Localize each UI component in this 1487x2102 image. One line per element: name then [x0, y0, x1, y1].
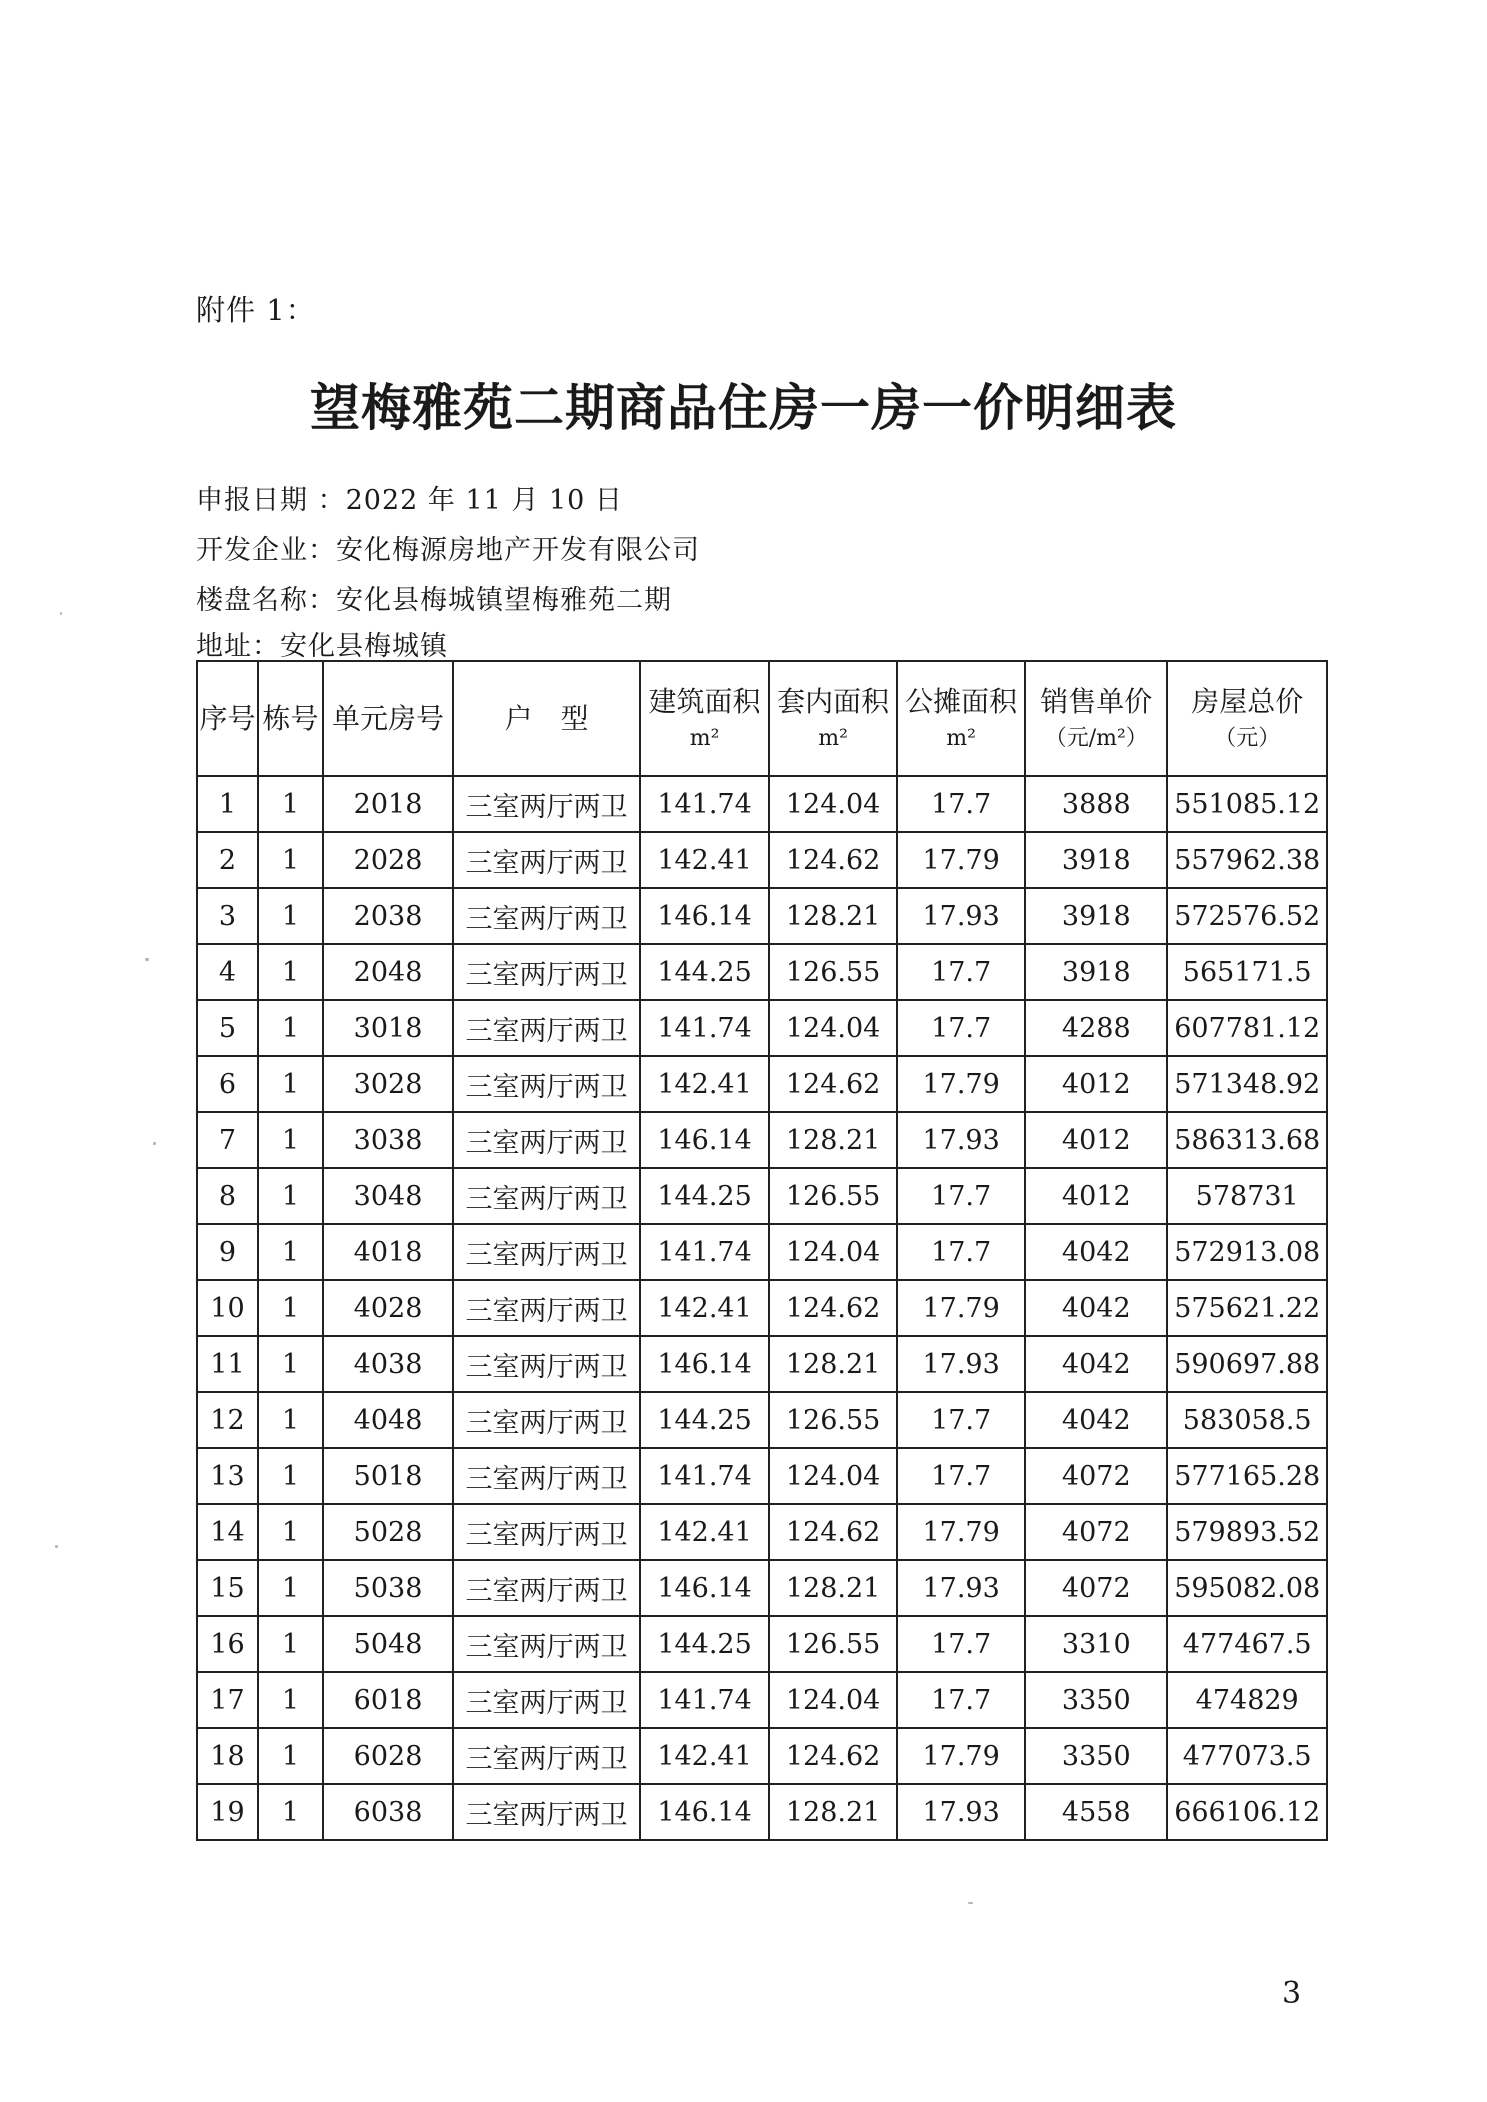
- table-cell: 4048: [323, 1392, 453, 1448]
- table-cell: 124.04: [769, 1224, 897, 1280]
- table-cell: 144.25: [640, 1392, 769, 1448]
- column-header: [1025, 661, 1167, 776]
- table-cell: 4042: [1025, 1336, 1167, 1392]
- table-row: [197, 1056, 1327, 1112]
- table-cell: 3038: [323, 1112, 453, 1168]
- table-cell: 17.7: [897, 1392, 1025, 1448]
- table-cell: 3310: [1025, 1616, 1167, 1672]
- table-row: [197, 832, 1327, 888]
- table-cell: 17.93: [897, 1112, 1025, 1168]
- table-cell: 1: [258, 1168, 323, 1224]
- table-cell: 590697.88: [1167, 1336, 1327, 1392]
- table-cell: 1: [258, 1560, 323, 1616]
- table-cell: 4012: [1025, 1112, 1167, 1168]
- table-cell: 6038: [323, 1784, 453, 1840]
- table-cell: 三室两厅两卫: [453, 1448, 640, 1504]
- table-cell: 6018: [323, 1672, 453, 1728]
- table-cell: 三室两厅两卫: [453, 1560, 640, 1616]
- table-cell: 128.21: [769, 1336, 897, 1392]
- table-cell: 142.41: [640, 832, 769, 888]
- table-cell: 128.21: [769, 1112, 897, 1168]
- table-cell: 126.55: [769, 1616, 897, 1672]
- table-cell: 4012: [1025, 1056, 1167, 1112]
- table-cell: 1: [258, 1056, 323, 1112]
- table-cell: 128.21: [769, 1560, 897, 1616]
- table-cell: 128.21: [769, 888, 897, 944]
- table-cell: 三室两厅两卫: [453, 1728, 640, 1784]
- table-cell: 6: [197, 1056, 258, 1112]
- table-cell: 141.74: [640, 776, 769, 832]
- column-header-label: 房屋总价: [1191, 685, 1304, 719]
- table-cell: 17: [197, 1672, 258, 1728]
- table-cell: 2028: [323, 832, 453, 888]
- table-cell: 17.93: [897, 888, 1025, 944]
- declaration-date-label: 申报日期 ：: [196, 485, 346, 516]
- table-cell: 5038: [323, 1560, 453, 1616]
- table-row: [197, 1728, 1327, 1784]
- table-cell: 142.41: [640, 1056, 769, 1112]
- declaration-date-value: 2022 年 11 月 10 日: [345, 485, 623, 516]
- column-header-label: 公摊面积: [905, 685, 1018, 719]
- column-header-label: 栋号: [262, 702, 319, 735]
- table-cell: 1: [258, 1336, 323, 1392]
- table-cell: 1: [258, 1672, 323, 1728]
- table-cell: 3: [197, 888, 258, 944]
- table-cell: 17.7: [897, 1168, 1025, 1224]
- declaration-date: [196, 478, 623, 517]
- table-cell: 三室两厅两卫: [453, 1672, 640, 1728]
- column-header: [258, 661, 323, 776]
- project-name: [196, 578, 672, 617]
- column-header-label: 单元房号: [332, 702, 445, 735]
- table-cell: 4042: [1025, 1224, 1167, 1280]
- table-cell: 17.7: [897, 1224, 1025, 1280]
- table-cell: 17.7: [897, 776, 1025, 832]
- table-cell: 5028: [323, 1504, 453, 1560]
- table-cell: 4028: [323, 1280, 453, 1336]
- table-cell: 10: [197, 1280, 258, 1336]
- table-cell: 586313.68: [1167, 1112, 1327, 1168]
- table-cell: 477073.5: [1167, 1728, 1327, 1784]
- table-cell: 4072: [1025, 1448, 1167, 1504]
- table-cell: 三室两厅两卫: [453, 1392, 640, 1448]
- table-cell: 12: [197, 1392, 258, 1448]
- table-cell: 17.79: [897, 1280, 1025, 1336]
- column-header: [1167, 661, 1327, 776]
- table-cell: 3350: [1025, 1728, 1167, 1784]
- table-cell: 571348.92: [1167, 1056, 1327, 1112]
- table-cell: 124.62: [769, 1728, 897, 1784]
- table-cell: 1: [258, 1784, 323, 1840]
- table-row: [197, 1280, 1327, 1336]
- table-row: [197, 1560, 1327, 1616]
- developer-label: 开发企业：: [196, 535, 336, 566]
- table-cell: 124.04: [769, 1448, 897, 1504]
- table-row: [197, 1784, 1327, 1840]
- table-cell: 15: [197, 1560, 258, 1616]
- table-cell: 144.25: [640, 1168, 769, 1224]
- table-cell: 三室两厅两卫: [453, 1336, 640, 1392]
- table-cell: 142.41: [640, 1728, 769, 1784]
- table-cell: 13: [197, 1448, 258, 1504]
- table-cell: 124.04: [769, 1000, 897, 1056]
- table-cell: 142.41: [640, 1280, 769, 1336]
- table-row: [197, 1168, 1327, 1224]
- column-header-label: 建筑面积: [648, 685, 761, 719]
- table-row: [197, 1392, 1327, 1448]
- table-cell: 17.7: [897, 1448, 1025, 1504]
- table-cell: 146.14: [640, 1112, 769, 1168]
- table-cell: 124.04: [769, 776, 897, 832]
- column-header-unit: m²: [689, 726, 720, 752]
- table-cell: 141.74: [640, 1224, 769, 1280]
- column-header-unit: m²: [946, 726, 976, 752]
- table-cell: 146.14: [640, 1336, 769, 1392]
- table-row: [197, 1224, 1327, 1280]
- table-cell: 2048: [323, 944, 453, 1000]
- table-cell: 607781.12: [1167, 1000, 1327, 1056]
- table-cell: 三室两厅两卫: [453, 1280, 640, 1336]
- column-header-unit: （元/m²）: [1044, 726, 1148, 752]
- table-cell: 三室两厅两卫: [453, 776, 640, 832]
- table-cell: 4018: [323, 1224, 453, 1280]
- table-cell: 1: [258, 1504, 323, 1560]
- table-cell: 144.25: [640, 944, 769, 1000]
- table-cell: 三室两厅两卫: [453, 832, 640, 888]
- table-cell: 144.25: [640, 1616, 769, 1672]
- table-cell: 1: [258, 1392, 323, 1448]
- table-cell: 141.74: [640, 1000, 769, 1056]
- table-cell: 17.7: [897, 1000, 1025, 1056]
- table-cell: 124.62: [769, 1280, 897, 1336]
- table-row: [197, 888, 1327, 944]
- column-header-label: 序号: [199, 702, 256, 735]
- table-cell: 124.62: [769, 1056, 897, 1112]
- table-row: [197, 1000, 1327, 1056]
- attachment-label: 附件 1：: [196, 293, 316, 327]
- column-header-label: 户 型: [504, 702, 589, 735]
- table-cell: 三室两厅两卫: [453, 1112, 640, 1168]
- table-row: [197, 1112, 1327, 1168]
- column-header-label: 套内面积: [777, 685, 890, 719]
- table-cell: 583058.5: [1167, 1392, 1327, 1448]
- table-cell: 557962.38: [1167, 832, 1327, 888]
- column-header: [640, 661, 769, 776]
- table-cell: 4012: [1025, 1168, 1167, 1224]
- table-cell: 17.79: [897, 1056, 1025, 1112]
- table-cell: 1: [258, 944, 323, 1000]
- table-cell: 9: [197, 1224, 258, 1280]
- table-cell: 17.79: [897, 832, 1025, 888]
- project-name-label: 楼盘名称：: [196, 585, 336, 616]
- column-header-unit: （元）: [1214, 726, 1281, 752]
- table-cell: 三室两厅两卫: [453, 1224, 640, 1280]
- table-cell: 三室两厅两卫: [453, 1000, 640, 1056]
- address-value: 安化县梅城镇: [280, 631, 448, 662]
- table-row: [197, 1336, 1327, 1392]
- scan-speck: [55, 1545, 58, 1548]
- table-row: [197, 944, 1327, 1000]
- table-cell: 三室两厅两卫: [453, 1056, 640, 1112]
- table-cell: 575621.22: [1167, 1280, 1327, 1336]
- table-cell: 142.41: [640, 1504, 769, 1560]
- table-cell: 141.74: [640, 1672, 769, 1728]
- table-cell: 126.55: [769, 944, 897, 1000]
- column-header: [323, 661, 453, 776]
- table-cell: 4558: [1025, 1784, 1167, 1840]
- table-cell: 4042: [1025, 1280, 1167, 1336]
- project-name-value: 安化县梅城镇望梅雅苑二期: [336, 585, 672, 616]
- table-cell: 1: [197, 776, 258, 832]
- column-header-label: 销售单价: [1040, 685, 1153, 719]
- table-cell: 1: [258, 888, 323, 944]
- page-title: 望梅雅苑二期商品住房一房一价明细表: [310, 379, 1177, 437]
- table-cell: 17.79: [897, 1728, 1025, 1784]
- table-cell: 126.55: [769, 1392, 897, 1448]
- table-cell: 14: [197, 1504, 258, 1560]
- table-row: [197, 1448, 1327, 1504]
- address: [196, 624, 448, 663]
- table-cell: 1: [258, 776, 323, 832]
- table-cell: 19: [197, 1784, 258, 1840]
- table-cell: 477467.5: [1167, 1616, 1327, 1672]
- page-number: 3: [1282, 1976, 1302, 2011]
- table-cell: 3918: [1025, 832, 1167, 888]
- table-cell: 577165.28: [1167, 1448, 1327, 1504]
- table-cell: 1: [258, 1616, 323, 1672]
- table-header-row: [197, 661, 1327, 776]
- price-table: [196, 660, 1328, 1841]
- table-cell: 17.93: [897, 1784, 1025, 1840]
- column-header-unit: m²: [818, 726, 848, 752]
- table-cell: 3918: [1025, 944, 1167, 1000]
- table-cell: 474829: [1167, 1672, 1327, 1728]
- table-cell: 17.7: [897, 944, 1025, 1000]
- table-cell: 3888: [1025, 776, 1167, 832]
- address-label: 地址：: [196, 631, 280, 662]
- table-cell: 572913.08: [1167, 1224, 1327, 1280]
- table-cell: 3350: [1025, 1672, 1167, 1728]
- table-cell: 17.79: [897, 1504, 1025, 1560]
- table-row: [197, 776, 1327, 832]
- table-cell: 6028: [323, 1728, 453, 1784]
- table-cell: 3918: [1025, 888, 1167, 944]
- table-cell: 578731: [1167, 1168, 1327, 1224]
- table-cell: 4072: [1025, 1504, 1167, 1560]
- column-header: [453, 661, 640, 776]
- scan-speck: [60, 612, 62, 615]
- table-cell: 4042: [1025, 1392, 1167, 1448]
- table-cell: 5048: [323, 1616, 453, 1672]
- table-row: [197, 1616, 1327, 1672]
- table-cell: 三室两厅两卫: [453, 1504, 640, 1560]
- table-cell: 128.21: [769, 1784, 897, 1840]
- table-cell: 1: [258, 1224, 323, 1280]
- table-cell: 1: [258, 1448, 323, 1504]
- table-cell: 141.74: [640, 1448, 769, 1504]
- developer: [196, 528, 700, 567]
- table-cell: 三室两厅两卫: [453, 888, 640, 944]
- table-cell: 5: [197, 1000, 258, 1056]
- table-cell: 2038: [323, 888, 453, 944]
- table-cell: 4072: [1025, 1560, 1167, 1616]
- table-cell: 4038: [323, 1336, 453, 1392]
- column-header: [769, 661, 897, 776]
- table-cell: 1: [258, 832, 323, 888]
- table-cell: 666106.12: [1167, 1784, 1327, 1840]
- table-row: [197, 1672, 1327, 1728]
- table-cell: 8: [197, 1168, 258, 1224]
- table-cell: 4: [197, 944, 258, 1000]
- table-cell: 三室两厅两卫: [453, 1784, 640, 1840]
- table-cell: 595082.08: [1167, 1560, 1327, 1616]
- table-cell: 1: [258, 1280, 323, 1336]
- table-cell: 146.14: [640, 888, 769, 944]
- table-cell: 579893.52: [1167, 1504, 1327, 1560]
- scan-speck: [968, 1902, 973, 1904]
- table-cell: 2: [197, 832, 258, 888]
- table-row: [197, 1504, 1327, 1560]
- table-cell: 3028: [323, 1056, 453, 1112]
- table-cell: 124.04: [769, 1672, 897, 1728]
- table-cell: 17.7: [897, 1616, 1025, 1672]
- table-cell: 146.14: [640, 1560, 769, 1616]
- table-cell: 3048: [323, 1168, 453, 1224]
- table-cell: 1: [258, 1000, 323, 1056]
- table-cell: 3018: [323, 1000, 453, 1056]
- table-cell: 18: [197, 1728, 258, 1784]
- column-header: [197, 661, 258, 776]
- table-cell: 551085.12: [1167, 776, 1327, 832]
- table-cell: 1: [258, 1112, 323, 1168]
- table-cell: 三室两厅两卫: [453, 1616, 640, 1672]
- table-cell: 124.62: [769, 1504, 897, 1560]
- table-body: [197, 776, 1327, 1840]
- table-cell: 17.7: [897, 1672, 1025, 1728]
- table-cell: 5018: [323, 1448, 453, 1504]
- scan-speck: [153, 1142, 156, 1145]
- scan-speck: [145, 958, 149, 961]
- table-cell: 146.14: [640, 1784, 769, 1840]
- table-cell: 124.62: [769, 832, 897, 888]
- table-cell: 2018: [323, 776, 453, 832]
- table-cell: 16: [197, 1616, 258, 1672]
- table-cell: 7: [197, 1112, 258, 1168]
- developer-value: 安化梅源房地产开发有限公司: [336, 535, 700, 566]
- column-header: [897, 661, 1025, 776]
- table-cell: 4288: [1025, 1000, 1167, 1056]
- table-cell: 17.93: [897, 1336, 1025, 1392]
- table-cell: 三室两厅两卫: [453, 944, 640, 1000]
- table-cell: 17.93: [897, 1560, 1025, 1616]
- table-cell: 126.55: [769, 1168, 897, 1224]
- table-cell: 11: [197, 1336, 258, 1392]
- table-cell: 565171.5: [1167, 944, 1327, 1000]
- table-cell: 三室两厅两卫: [453, 1168, 640, 1224]
- table-cell: 572576.52: [1167, 888, 1327, 944]
- table-cell: 1: [258, 1728, 323, 1784]
